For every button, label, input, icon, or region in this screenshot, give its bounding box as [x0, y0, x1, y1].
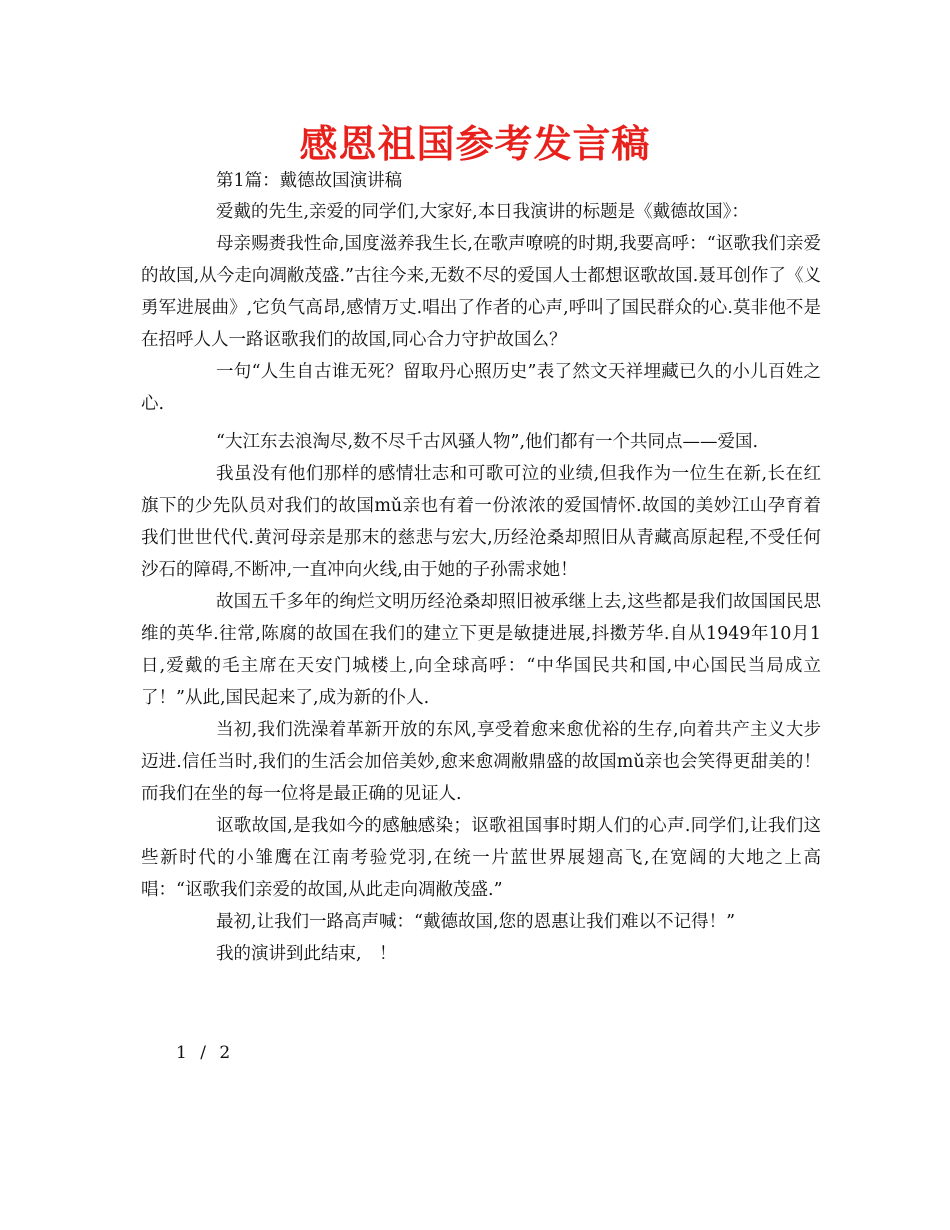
paragraph-mother-motherland: 母亲赐赉我性命,国度滋养我生长,在歌声嘹喨的时期,我要高呼：“讴歌我们亲爱的故国,从今走向凋敝茂盛.”古往今来,无数不尽的爱国人士都想讴歌故国.聂耳创作了《义勇军进展曲》,它负气高昂,感情万丈.唱出了作者的心声,呼叫了国民群众的心.莫非他不是在招呼人人一路讴歌我们的故国,同心合力守护故国么？ — [141, 234, 821, 350]
paragraph-reform: 当初,我们洗澡着革新开放的东风,享受着愈来愈优裕的生存,向着共产主义大步迈进.信任当时,我们的生活会加倍美妙,愈来愈凋敝鼎盛的故国mǔ亲也会笑得更甜美的！而我们在坐的每一位将是最正确的见证人. — [141, 720, 821, 804]
paragraph-dajiang-dongqu: “大江东去浪淘尽,数不尽千古风骚人物”,他们都有一个共同点——爱国. — [216, 432, 759, 452]
paragraph-young-pioneer: 我虽没有他们那样的感情壮志和可歌可泣的业绩,但我作为一位生在新,长在红旗下的少先队员对我们的故国mǔ亲也有着一份浓浓的爱国情怀.故国的美妙江山孕育着我们世世代代.黄河母亲是那末的慈悲与宏大,历经沧桑却照旧从青藏高原起程,不受任何沙石的障碍,不断冲,一直冲向火线,由于她的子孙需求她！ — [141, 464, 821, 580]
paragraph-greeting: 爱戴的先生,亲爱的同学们,大家好,本日我演讲的标题是《戴德故国》： — [216, 202, 749, 222]
document-title: 感恩祖国参考发言稿 — [299, 122, 651, 166]
paragraph-civilization: 故国五千多年的绚烂文明历经沧桑却照旧被承继上去,这些都是我们故国国民思维的英华.往常,陈腐的故国在我们的建立下更是敏捷进展,抖擞芳华.自从1949年10月1日,爱戴的毛主席在天安门城楼上,向全球高呼：“中华国民共和国,中心国民当局成立了！”从此,国民起来了,成为新的仆人. — [141, 592, 821, 708]
paragraph-praise: 讴歌故国,是我如今的感触感染；讴歌祖国事时期人们的心声.同学们,让我们这些新时代的小雏鹰在江南考验党羽,在统一片蓝世界展翅高飞,在宽阔的大地之上高唱：“讴歌我们亲爱的故国,从此走向凋敝茂盛.” — [141, 816, 821, 900]
page-number: 1 / 2 — [176, 1043, 235, 1063]
paragraph-shout: 最初,让我们一路高声喊：“戴德故国,您的恩惠让我们难以不记得！” — [216, 912, 736, 932]
document-subtitle: 第1篇：戴德故国演讲稿 — [216, 171, 403, 191]
document-body — [141, 166, 821, 970]
paragraph-ending: 我的演讲到此结束, ！ — [216, 944, 397, 964]
paragraph-wen-tianxiang: 一句“人生自古谁无死？留取丹心照历史”表了然文天祥埋藏已久的小儿百姓之心. — [141, 362, 821, 414]
